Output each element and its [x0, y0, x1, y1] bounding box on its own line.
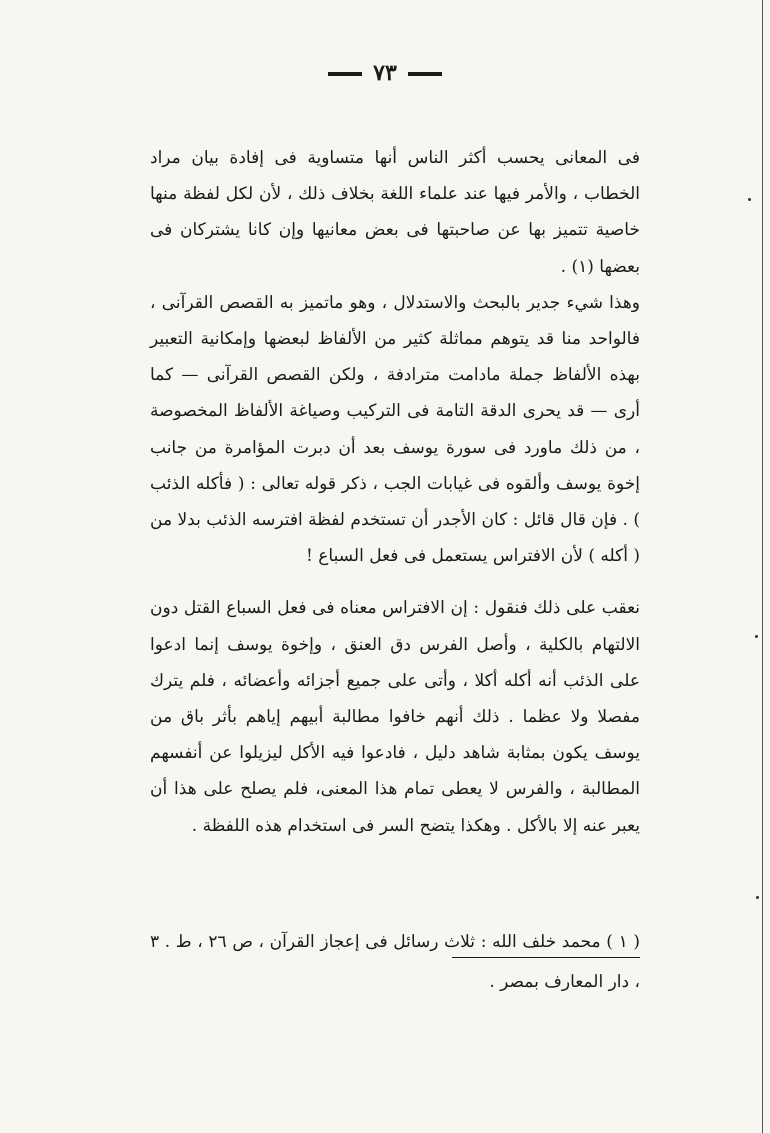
footnote [150, 922, 640, 1002]
main-text [150, 140, 640, 844]
header-dash-right [408, 72, 442, 76]
paragraph-2: وهذا شيء جدير بالبحث والاستدلال ، وهو ماتميز به القصص القرآنى ، فالواحد منا قد يتوهم مماثلة كثير من الألفاظ لبعضها وإمكانية التعبير بهذه الألفاظ جملة مادامت مترادفة ، ولكن القصص القرآنى — كما أرى — قد يحرى الدقة التامة فى التركيب وصياغة الألفاظ المخصوصة ، من ذلك ماورد فى سورة يوسف بعد أن دبرت المؤامرة من جانب إخوة يوسف وألقوه فى غيابات الجب ، ذكر قوله تعالى : ( فأكله الذئب ) . فإن قال قائل : كان الأجدر أن تستخدم لفظة افترسه الذئب بدلا من ( أكله ) لأن الافتراس يستعمل فى فعل السباع ! [150, 292, 641, 567]
paragraph-3: نعقب على ذلك فنقول : إن الافتراس معناه فى فعل السباع القتل دون الالتهام بالكلية ، وأصل الفرس دق العنق ، وإخوة يوسف إنما ادعوا على الذئب أنه أكله أكلا ، وأتى على جميع أجزائه وأعضائه ، فلم يترك مفصلا ولا عظما . ذلك أنهم خافوا مطالبة أبيهم إياهم بأثر باق من يوسف يكون بمثابة شاهد دليل ، فادعوا فيه الأكل ليزيلوا عن أنفسهم المطالبة ، والفرس لا يعطى تمام هذا المعنى، فلم يصلح على هذا أن يعبر عنه إلا بالأكل . وهكذا يتضح السر فى استخدام هذه اللفظة . [150, 598, 640, 836]
paragraph-1: فى المعانى يحسب أكثر الناس أنها متساوية فى إفادة بيان مراد الخطاب ، والأمر فيها عند علماء اللغة بخلاف ذلك ، لأن لكل لفظة منها خاصية تتميز بها عن صاحبتها فى بعض معانيها وإن كانا يشتركان فى بعضها (١) . [150, 148, 640, 277]
margin-mark [748, 198, 751, 201]
margin-mark [756, 896, 759, 899]
page-header [0, 60, 770, 86]
page-edge-line [762, 0, 763, 1133]
footnote-text: ( ١ ) محمد خلف الله : ثلاث رسائل فى إعجاز القرآن ، ص ٢٦ ، ط . ٣ ، دار المعارف بمصر . [150, 932, 640, 992]
page-number: ٧٣ [373, 60, 397, 86]
header-dash-left [328, 72, 362, 76]
margin-mark [755, 635, 758, 638]
